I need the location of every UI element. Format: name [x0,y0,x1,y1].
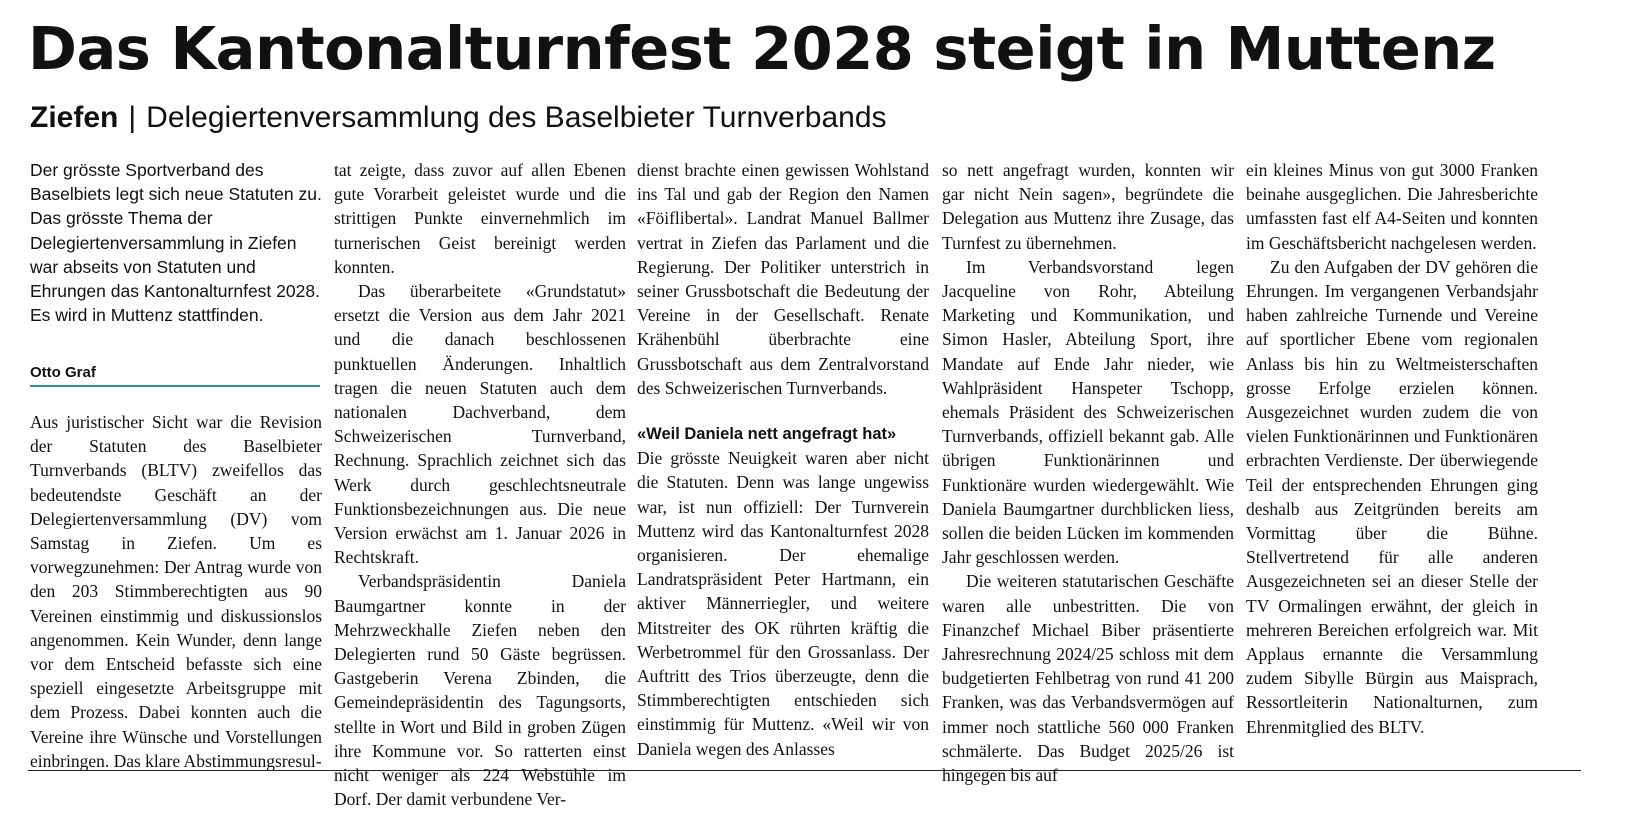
body-paragraph: tat zeigte, dass zuvor auf allen Ebenen gute Vorarbeit geleistet wurde und die strittigen Punkte einvernehmlich im turnerischen Geist bereinigt werden konnten. [334,160,626,277]
subhead-separator: | [128,101,137,134]
body-paragraph: Die weiteren statutarischen Geschäfte waren alle unbestritten. Die von Finanzchef Michael Biber präsentierte Jahresrechnung 2024/25 schloss mit dem budgetierten Fehlbetrag von rund 41 200 Franken, was das Verbandsvermögen auf immer noch stattliche 560 000 Franken schmälerte. Das Budget 2025/26 ist hingegen bis auf [942,571,1234,786]
intertitle: «Weil Daniela nett angefragt hat» [637,425,897,444]
body-paragraph: Das überarbeitete «Grundstatut» ersetzt die Version aus dem Jahr 2021 und die danach beschlossenen punktuellen Änderungen. Inhaltlich tragen die neuen Statuten auch dem nationalen Dachverband, dem Schweizerischen Turnverband, Rechnung. Sprachlich zeichnet sich das Werk durch geschlechtsneutrale Funktionsbezeichnungen aus. Die neue Version erwächst am 1. Januar 2026 in Rechtskraft. [334,281,626,568]
body-paragraph: Zu den Aufgaben der DV gehören die Ehrungen. Im vergangenen Verbandsjahr haben zahlreiche Turnende und Vereine auf sportlicher Ebene vom regionalen Anlass bis hin zu Weltmeisterschaften grosse Erfolge erzielen können. Ausgezeichnet wurden zudem die von vielen Funktionärinnen und Funktionären erbrachten Verdienste. Der überwiegende Teil der entsprechenden Ehrungen ging deshalb aus Zeitgründen bereits am Vormittag über die Bühne. Stellvertretend für alle anderen Ausgezeichneten sei an dieser Stelle der TV Ormalingen erwähnt, der gleich in mehreren Bereichen erfolgreich war. Mit Applaus ernannte die Versammlung zudem Sibylle Bürgin aus Maisprach, Ressortleiterin Nationalturnen, zum Ehrenmitglied des BLTV. [1246,256,1538,737]
subhead-text: Delegiertenversammlung des Baselbieter Turnverbands [146,101,887,134]
body-paragraph: Die grösste Neuigkeit waren aber nicht die Statuten. Denn was lange ungewiss war, ist nun offiziell: Der Turnverein Muttenz wird das Kantonalturnfest 2028 organisieren. Der ehemalige Landratspräsident Peter Hartmann, ein aktiver Männerriegler, und weitere Mitstreiter des OK rührten kräftig die Werbetrommel für den Grossanlass. Der Auftritt des Trios überzeugte, denn die Stimmberechtigten entschieden sich einstimmig für Muttenz. «Weil wir von Daniela wegen des Anlasses [637,448,929,759]
body-paragraph: dienst brachte einen gewissen Wohlstand ins Tal und gab der Region den Namen «Föiflibertal». Landrat Manuel Ballmer vertrat in Ziefen das Parlament und die Regierung. Der Politiker unterstrich in seiner Grussbotschaft die Bedeutung der Vereine in der Gesellschaft. Renate Krähenbühl überbrachte eine Grussbotschaft aus dem Zentralvorstand des Schweizerischen Turnverbands. [637,160,929,398]
body-paragraph: ein kleines Minus von gut 3000 Franken beinahe ausgeglichen. Die Jahresberichte umfassten fast elf A4-Seiten und konnten im Geschäftsbericht nachgelesen werden. [1246,160,1538,253]
body-paragraph: Im Verbandsvorstand legen Jacqueline von Rohr, Abteilung Marketing und Kommunikation, und Simon Hasler, Abteilung Sport, ihre Mandate auf Ende Jahr nieder, wie Wahlpräsident Hanspeter Tschopp, ehemals Präsident des Schweizerischen Turnverbands, offiziell bekannt gab. Alle übrigen Funktionärinnen und Funktionäre wurden wiedergewählt. Wie Daniela Baumgartner durchblicken liess, sollen die beiden Lücken im kommenden Jahr geschlossen werden. [942,256,1234,568]
article-column-2 [334,158,626,811]
article-lead: Der grösste Sportverband des Baselbiets legt sich neue Statuten zu. Das grösste Thema der Delegiertenversammlung in Ziefen war abseits von Statuten und Ehrungen das Kantonalturnfest 2028. Es wird in Muttenz stattfinden. [30,160,322,326]
article-subhead [30,98,887,138]
body-paragraph: Aus juristischer Sicht war die Revision der Statuten des Baselbieter Turnverbands (BLTV) zweifellos das bedeutendste Geschäft an der Delegiertenversammlung (DV) vom Samstag in Ziefen. Um es vorwegzunehmen: Der Antrag wurde von den 203 Stimmberechtigten aus 90 Vereinen einstimmig und diskussionslos angenommen. Kein Wunder, denn lange vor dem Entscheid befasste sich eine speziell eingesetzte Arbeitsgruppe mit dem Prozess. Dabei konnten auch die Vereine ihre Wünsche und Vorstellungen einbringen. Das klare Abstimmungsresul- [30,412,322,771]
dateline-place: Ziefen [30,101,119,134]
body-paragraph: so nett angefragt wurden, konnten wir gar nicht Nein sagen», begründete die Delegation aus Muttenz ihre Zusage, das Turnfest zu übernehmen. [942,160,1234,253]
body-paragraph: Verbandspräsidentin Daniela Baumgartner konnte in der Mehrzweckhalle Ziefen neben den Delegierten rund 50 Gäste begrüssen. Gastgeberin Verena Zbinden, die Gemeindepräsidentin des Tagungsorts, stellte in Wort und Bild in groben Zügen ihre Kommune vor. So ratterten einst nicht weniger als 224 Webstühle im Dorf. Der damit verbundene Ver- [334,571,626,810]
article-headline: Das Kantonalturnfest 2028 steigt in Muttenz [28,14,1496,83]
bottom-rule [28,770,1581,771]
article-column-3 [637,158,929,761]
article-column-1 [30,410,322,773]
author-byline: Otto Graf [30,364,320,387]
article-column-4 [942,158,1234,787]
article-column-5 [1246,158,1538,739]
